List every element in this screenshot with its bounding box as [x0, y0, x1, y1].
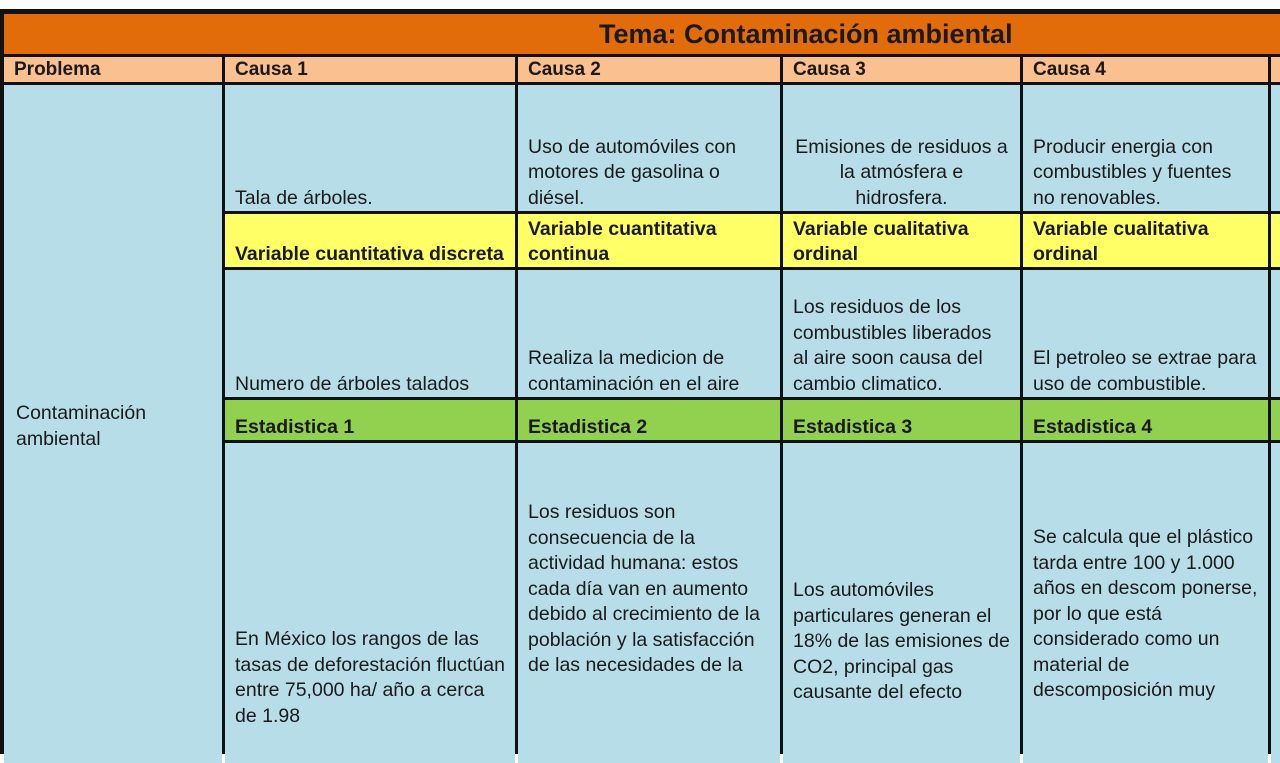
stat-label-4: Estadistica 4 [1023, 400, 1268, 440]
header-causa-4: Causa 4 [1023, 57, 1268, 82]
header-causa-3: Causa 3 [783, 57, 1020, 82]
variable-1: Variable cuantitativa discreta [225, 214, 515, 267]
stat-2: Los residuos son consecuencia de la actividad humana: estos cada día van en aumento debido al crecimiento de la población y la satisfacción de las necesidades de la [518, 443, 780, 763]
cause-1: Tala de árboles. [225, 85, 515, 211]
description-3: Los residuos de los combustibles liberados al aire soon causa del cambio climatico. [783, 270, 1020, 397]
variable-2: Variable cuantitativa continua [518, 214, 780, 267]
header-causa-2: Causa 2 [518, 57, 780, 82]
cause-3: Emisiones de residuos a la atmósfera e hidrosfera. [783, 85, 1020, 211]
cause-2: Uso de automóviles con motores de gasolina o diésel. [518, 85, 780, 211]
extra-cell [1271, 214, 1280, 267]
stat-label-2: Estadistica 2 [518, 400, 780, 440]
extra-cell [1271, 400, 1280, 440]
description-1: Numero de árboles talados [225, 270, 515, 397]
header-extra [1271, 57, 1280, 82]
extra-cell [1271, 85, 1280, 211]
table-title: Tema: Contaminación ambiental [599, 19, 1013, 49]
cause-4: Producir energia con combustibles y fuentes no renovables. [1023, 85, 1268, 211]
stat-label-1: Estadistica 1 [225, 400, 515, 440]
problem-cell: Contaminación ambiental [4, 85, 222, 763]
header-causa-1: Causa 1 [225, 57, 515, 82]
description-4: El petroleo se extrae para uso de combustible. [1023, 270, 1268, 397]
variable-4: Variable cualitativa ordinal [1023, 214, 1268, 267]
stat-label-3: Estadistica 3 [783, 400, 1020, 440]
variable-3: Variable cualitativa ordinal [783, 214, 1020, 267]
stat-3: Los automóviles particulares generan el 18% de las emisiones de CO2, principal gas causante del efecto [783, 443, 1020, 763]
data-table [0, 54, 1280, 754]
extra-cell [1271, 443, 1280, 763]
title-row [0, 14, 1280, 55]
stat-4: Se calcula que el plástico tarda entre 100 y 1.000 años en descom ponerse, por lo que está considerado como un material de descomposición muy [1023, 443, 1268, 763]
description-2: Realiza la medicion de contaminación en el aire [518, 270, 780, 397]
stat-1: En México los rangos de las tasas de deforestación fluctúan entre 75,000 ha/ año a cerca de 1.98 [225, 443, 515, 763]
extra-cell [1271, 270, 1280, 397]
header-problema: Problema [4, 57, 222, 82]
